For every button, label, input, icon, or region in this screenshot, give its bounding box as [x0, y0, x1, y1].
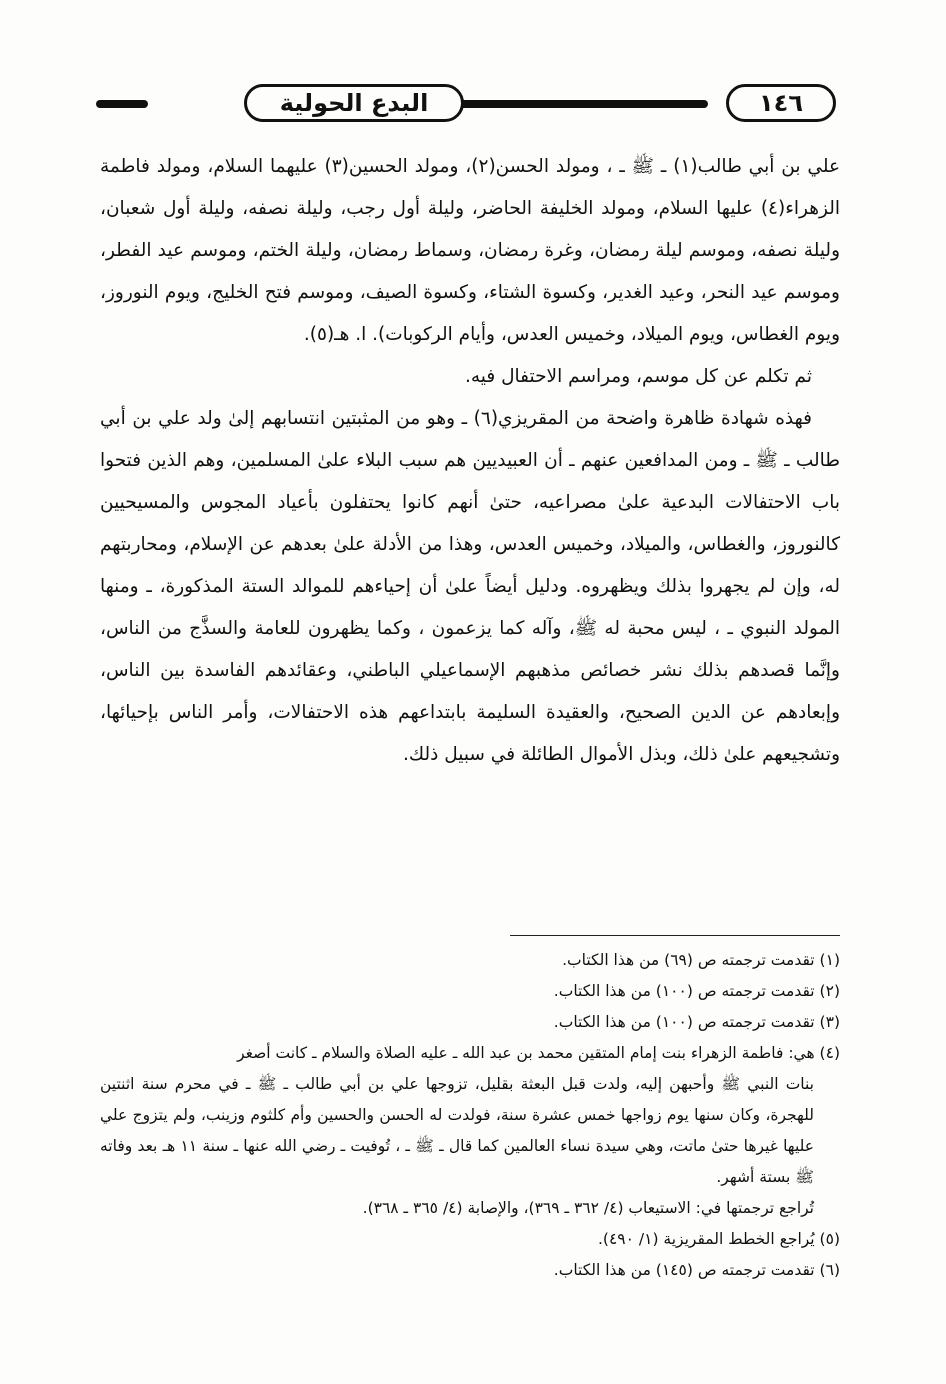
paragraph: فهذه شهادة ظاهرة واضحة من المقريزي(٦) ـ وهو من المثبتين انتسابهم إلىٰ ولد علي بن أبي طالب ـ ﷺ ـ ومن المدافعين عنهم ـ أن العبيديين هم سبب البلاء علىٰ المسلمين، وهم الذين فتحوا باب الاحتفالات البدعية علىٰ مصراعيه، حتىٰ أنهم كانوا يحتفلون بأعياد المجوس والمسيحيين كالنوروز، والغطاس، والميلاد، وخميس العدس، وهذا من الأدلة علىٰ بعدهم عن الإسلام، ومحاربتهم له، وإن لم يجهروا بذلك ويظهروه. ودليل أيضاً علىٰ أن إحياءهم للموالد الستة المذكورة، ـ ومنها المولد النبوي ـ ، ليس محبة له ﷺ، وآله كما يزعمون ، وكما يظهرون للعامة والسذَّج من الناس، وإنَّما قصدهم بذلك نشر خصائص مذهبهم الإسماعيلي الباطني، وعقائدهم الفاسدة بين الناس، وإبعادهم عن الدين الصحيح، والعقيدة السليمة بابتداعهم هذه الاحتفالات، وأمر الناس بإحيائها، وتشجيعهم علىٰ ذلك، وبذل الأموال الطائلة في سبيل ذلك.: [100, 408, 840, 765]
footnote-continuation: بنات النبي ﷺ وأحبهن إليه، ولدت قبل البعثة بقليل، تزوجها علي بن أبي طالب ـ ﷺ ـ في محرم سنة اثنتين للهجرة، وكان سنها يوم زواجها خمس عشرة سنة، فولدت له الحسن والحسين وأم كلثوم وزينب، ولم يتزوج علي عليها غيرها حتىٰ ماتت، وهي سيدة نساء العالمين كما قال ـ ﷺ ـ ، تُوفيت ـ رضي الله عنها ـ سنة ١١ هـ بعد وفاته ﷺ بستة أشهر.: [100, 1075, 814, 1186]
footnote: (٥) يُراجع الخطط المقريزية (١/ ٤٩٠).: [598, 1230, 840, 1248]
footnote-reference: تُراجع ترجمتها في: الاستيعاب (٤/ ٣٦٢ ـ ٣٦٩)، والإصابة (٤/ ٣٦٥ ـ ٣٦٨).: [362, 1199, 814, 1217]
footnotes: [100, 945, 840, 1286]
footnote: (٣) تقدمت ترجمته ص (١٠٠) من هذا الكتاب.: [553, 1013, 840, 1031]
running-title: البدع الحولية: [244, 84, 464, 122]
header-rule: [96, 100, 148, 108]
footnote: (٤) هي: فاطمة الزهراء بنت إمام المتقين محمد بن عبد الله ـ عليه الصلاة والسلام ـ كانت أصغر: [237, 1044, 840, 1062]
running-header: [96, 80, 836, 130]
footnote-divider: [510, 935, 840, 936]
paragraph: علي بن أبي طالب(١) ـ ﷺ ـ ، ومولد الحسن(٢)، ومولد الحسين(٣) عليهما السلام، ومولد فاطمة الزهراء(٤) عليها السلام، ومولد الخليفة الحاضر، وليلة أول رجب، وليلة نصفه، وليلة أول شعبان، وليلة نصفه، وموسم ليلة رمضان، وغرة رمضان، وسماط رمضان، وليلة الختم، وموسم عيد الفطر، وموسم عيد النحر، وعيد الغدير، وكسوة الشتاء، وكسوة الصيف، وموسم فتح الخليج، ويوم النوروز، ويوم الغطاس، ويوم الميلاد، وخميس العدس، وأيام الركوبات). ا. هـ(٥).: [100, 156, 840, 345]
footnote: (٢) تقدمت ترجمته ص (١٠٠) من هذا الكتاب.: [553, 982, 840, 1000]
footnote: (١) تقدمت ترجمته ص (٦٩) من هذا الكتاب.: [562, 951, 840, 969]
paragraph: ثم تكلم عن كل موسم، ومراسم الاحتفال فيه.: [465, 366, 812, 387]
page-number: ١٤٦: [726, 84, 836, 122]
main-text: [100, 146, 840, 776]
footnote: (٦) تقدمت ترجمته ص (١٤٥) من هذا الكتاب.: [553, 1261, 840, 1279]
